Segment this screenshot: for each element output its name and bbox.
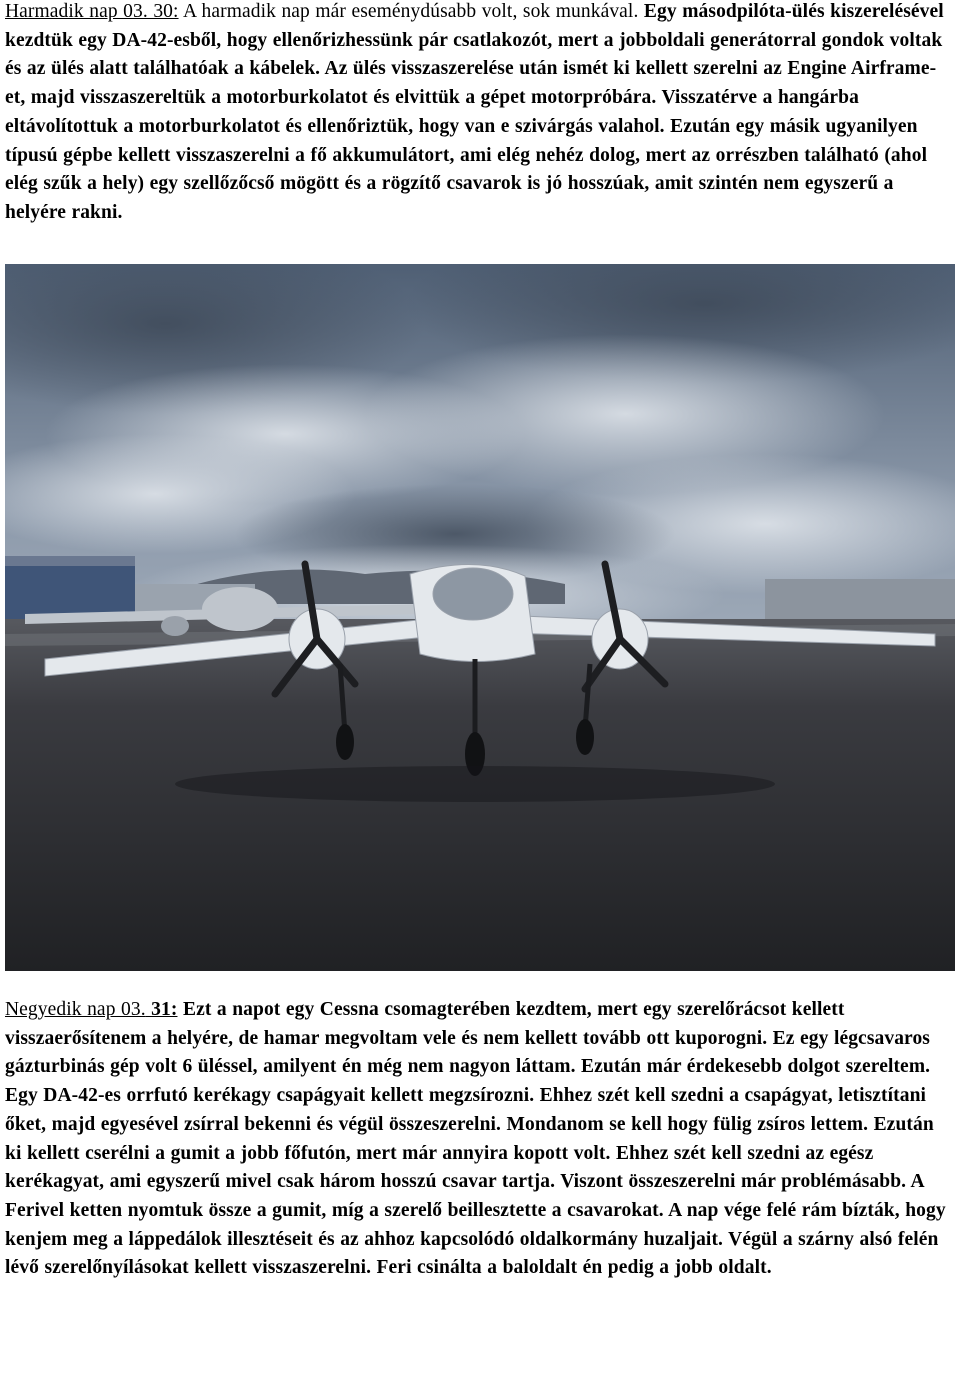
aircraft-photo <box>5 264 955 971</box>
day4-heading-day: 31: <box>145 999 178 1020</box>
day4-body: Ezt a napot egy Cessna csomagterében kezdtem, mert egy szerelőrácsot kellett visszaerősítenem a helyére, de hamar megvoltam vele és nem kellett tovább ott kuporogni. Ez egy légcsavaros gázturbinás gép volt 6 üléssel, amilyent én még nem nagyon láttam. Ezután már érdekesebb dolgot szereltem. Egy DA-42-es orrfutó kerékagy csapágyait kellett megzsírozni. Ehhez szét kell szedni a csapágyat, letisztítani őket, majd egyesével zsírral bekenni és végül összeszerelni. Mondanom se kell hogy fülig zsíros lettem. Ezután ki kellett cserélni a gumit a jobb főfutón, mert már annyira kopott volt. Ehhez szét kell szedni az egész kerékagyat, ami egyszerű mivel csak három hosszú csavar tartja. Viszont összeszerelni már problémásabb. A Ferivel ketten nyomtuk össze a gumit, míg a szerelő beillesztette a csavarokat. A nap vége felé rám bízták, hogy kenjem meg a láppedálok illesztéseit és az ahhoz kapcsolódó oldalkormány huzaljait. Végül a szárny alsó felén lévő szerelőnyílásokat kellett visszaszerelni. Feri csinálta a baloldalt én pedig a jobb oldalt. <box>5 999 946 1279</box>
day3-body: Egy másodpilóta-ülés kiszerelésével kezdtük egy DA-42-esből, hogy ellenőrizhessünk pár csatlakozót, mert a jobboldali generátorral gondok voltak és az ülés alatt találhatóak a kábelek. Az ülés visszaszerelése után ismét ki kellett szerelni az Engine Airframe-et, majd visszaszereltük a motorburkolatot és elvittük a gépet motorpróbára. Visszatérve a hangárba eltávolítottuk a motorburkolatot és ellenőriztük, hogy van e szivárgás valahol. Ezután egy másik ugyanilyen típusú gépbe kellett visszaszerelni a fő akkumulátort, ami elég nehéz dolog, mert az orrészben található (ahol elég szűk a hely) egy szellőzőcső mögött és a rögzítő csavarok is jó hosszúak, amit szintén nem egyszerű a helyére rakni. <box>5 1 944 223</box>
day3-heading-text: A harmadik nap már eseménydúsabb volt, sok munkával. <box>178 1 639 22</box>
day4-heading-date: Negyedik nap 03. <box>5 999 146 1020</box>
aircraft-photo-icon <box>5 264 955 971</box>
day4-paragraph <box>5 996 955 1283</box>
day3-heading-date: Harmadik nap 03. 30: <box>5 1 179 22</box>
day3-paragraph <box>5 0 955 228</box>
